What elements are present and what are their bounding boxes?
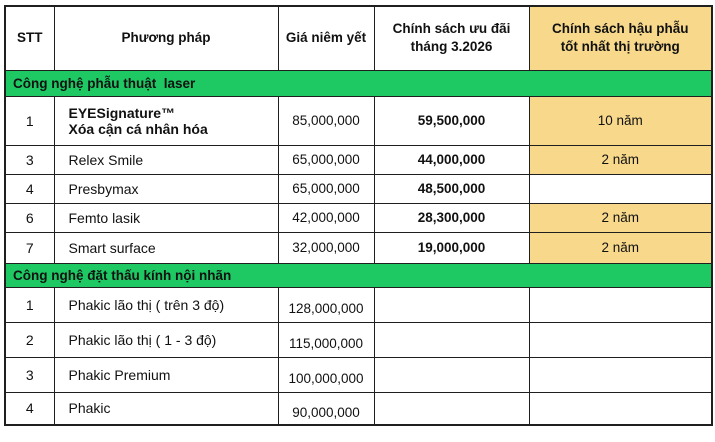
- cell-method: [54, 232, 278, 263]
- table-row: [5, 322, 712, 357]
- cell-stt: 7: [5, 232, 54, 263]
- cell-aftercare: 2 năm: [529, 145, 712, 174]
- list-price-value: 100,000,000: [288, 371, 364, 386]
- cell-stt: 1: [5, 287, 54, 322]
- cell-promo-price: 59,500,000: [374, 96, 529, 145]
- cell-stt: 1: [5, 96, 54, 145]
- col-header-promo-line1: Chính sách ưu đãi: [392, 21, 511, 37]
- col-header-method: Phương pháp: [54, 6, 278, 70]
- method-line1: Phakic Premium: [68, 366, 171, 383]
- cell-method: [54, 174, 278, 203]
- col-header-aftercare-line2: tốt nhất thị trường: [560, 39, 680, 55]
- cell-aftercare: 10 năm: [529, 96, 712, 145]
- col-header-aftercare-line1: Chính sách hậu phẫu: [551, 21, 689, 37]
- method-line1: Presbymax: [68, 180, 139, 197]
- cell-promo-price: [374, 392, 529, 425]
- cell-promo-price: [374, 357, 529, 392]
- list-price-value: 90,000,000: [292, 404, 360, 420]
- method-line2: Xóa cận cá nhân hóa: [68, 120, 208, 137]
- table-row: [5, 203, 712, 232]
- cell-promo-price: [374, 287, 529, 322]
- cell-aftercare: [529, 174, 712, 203]
- cell-list-price: [278, 357, 374, 392]
- cell-promo-price: [374, 322, 529, 357]
- list-price-value: 65,000,000: [292, 152, 360, 167]
- section-title-laser-text: Công nghệ phẫu thuật laser: [13, 75, 196, 91]
- section-title-lens: [5, 263, 712, 287]
- cell-method: [54, 392, 278, 425]
- list-price-value: 32,000,000: [292, 240, 360, 255]
- cell-method: [54, 145, 278, 174]
- cell-stt: 2: [5, 322, 54, 357]
- col-header-promo-line2: tháng 3.2026: [410, 39, 493, 55]
- method-line1: Relex Smile: [68, 151, 144, 168]
- cell-stt: 6: [5, 203, 54, 232]
- price-table: [4, 5, 713, 426]
- cell-method: [54, 287, 278, 322]
- table-row: [5, 232, 712, 263]
- section-row-laser: [5, 70, 712, 96]
- cell-aftercare: 2 năm: [529, 232, 712, 263]
- cell-list-price: [278, 96, 374, 145]
- cell-list-price: [278, 232, 374, 263]
- cell-method: [54, 357, 278, 392]
- cell-aftercare: [529, 322, 712, 357]
- cell-aftercare: [529, 392, 712, 425]
- table-row: [5, 96, 712, 145]
- cell-method: [54, 96, 278, 145]
- table-row: [5, 392, 712, 425]
- table-row: [5, 174, 712, 203]
- section-title-lens-text: Công nghệ đặt thấu kính nội nhãn: [13, 267, 232, 283]
- section-row-lens: [5, 263, 712, 287]
- col-header-aftercare: [529, 6, 712, 70]
- cell-list-price: [278, 203, 374, 232]
- col-header-list-price: Giá niêm yết: [278, 6, 374, 70]
- cell-list-price: [278, 174, 374, 203]
- table-row: [5, 287, 712, 322]
- cell-promo-price: 44,000,000: [374, 145, 529, 174]
- list-price-value: 115,000,000: [288, 336, 364, 351]
- col-header-stt: STT: [5, 6, 54, 70]
- cell-promo-price: 48,500,000: [374, 174, 529, 203]
- list-price-value: 128,000,000: [288, 301, 364, 316]
- cell-aftercare: 2 năm: [529, 203, 712, 232]
- method-line1: Smart surface: [68, 239, 156, 256]
- cell-list-price: [278, 392, 374, 425]
- list-price-value: 42,000,000: [292, 210, 360, 225]
- cell-list-price: [278, 322, 374, 357]
- cell-list-price: [278, 145, 374, 174]
- cell-stt: 4: [5, 174, 54, 203]
- col-header-promo: [374, 6, 529, 70]
- table-row: [5, 145, 712, 174]
- cell-stt: 3: [5, 357, 54, 392]
- method-line1: Phakic lão thị ( trên 3 độ): [68, 296, 225, 313]
- method-line1: Phakic: [68, 400, 111, 417]
- table-row: [5, 357, 712, 392]
- header-row: [5, 6, 712, 70]
- cell-method: [54, 322, 278, 357]
- list-price-value: 85,000,000: [292, 113, 360, 128]
- cell-promo-price: 28,300,000: [374, 203, 529, 232]
- cell-stt: 4: [5, 392, 54, 425]
- method-line1: Phakic lão thị ( 1 - 3 độ): [68, 331, 217, 348]
- section-title-laser: [5, 70, 712, 96]
- cell-method: [54, 203, 278, 232]
- cell-aftercare: [529, 357, 712, 392]
- cell-list-price: [278, 287, 374, 322]
- cell-promo-price: 19,000,000: [374, 232, 529, 263]
- cell-aftercare: [529, 287, 712, 322]
- method-line1: Femto lasik: [68, 209, 141, 226]
- method-line1: EYESignature™: [68, 104, 176, 121]
- cell-stt: 3: [5, 145, 54, 174]
- list-price-value: 65,000,000: [292, 181, 360, 196]
